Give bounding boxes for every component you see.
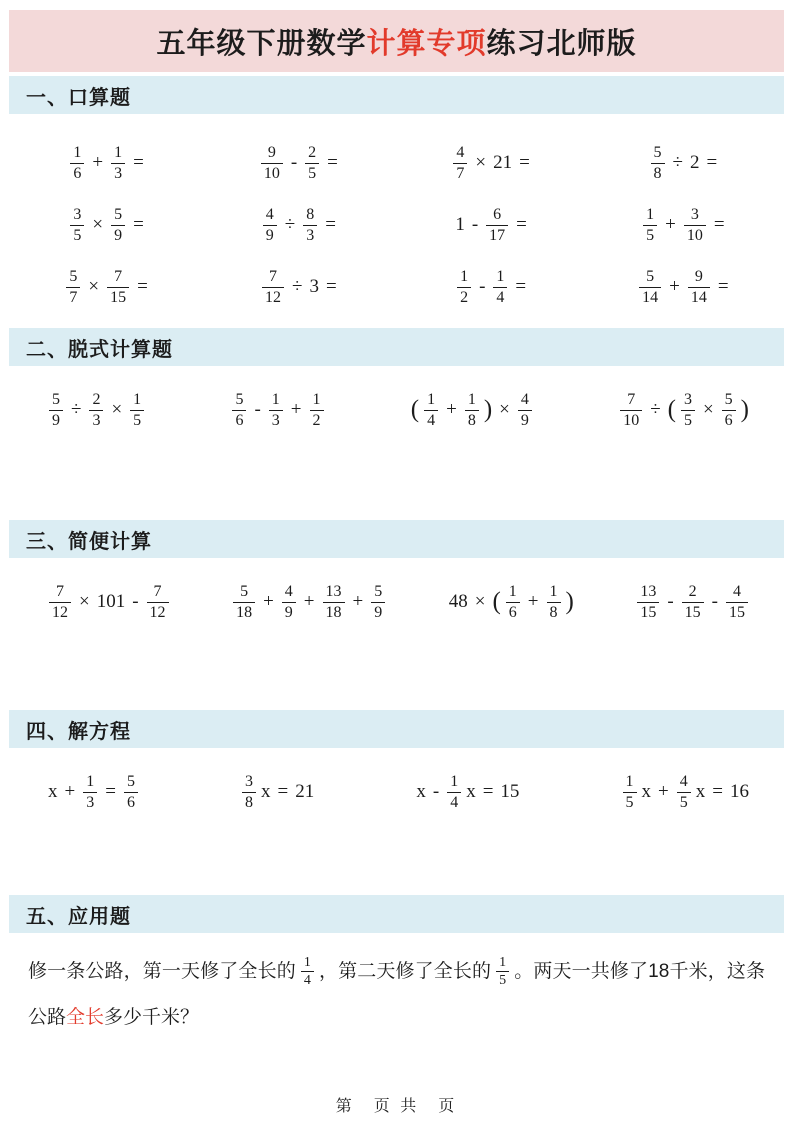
problem-row [0, 256, 793, 318]
operator: + [527, 591, 539, 612]
numerator: 2 [308, 144, 317, 162]
math-problem [239, 773, 316, 811]
denominator: 9 [371, 602, 385, 621]
operator: = [516, 214, 527, 235]
fraction [261, 144, 283, 182]
denominator: 10 [684, 225, 706, 244]
operator: × [475, 152, 487, 173]
denominator: 8 [547, 602, 561, 621]
denominator: 4 [493, 287, 507, 306]
problem-row [0, 574, 793, 630]
fraction [496, 955, 509, 988]
denominator: 14 [688, 287, 710, 306]
numerator: 1 [312, 391, 321, 409]
operator: + [665, 214, 676, 235]
variable: x [416, 781, 426, 802]
section-label: 一、口算题 [26, 86, 131, 109]
numerator: 5 [240, 583, 249, 601]
section-header-oral [9, 76, 784, 114]
fraction [124, 773, 138, 811]
section-header-stepwise [9, 328, 784, 366]
fraction [89, 391, 103, 429]
numerator: 1 [496, 268, 505, 286]
fraction [70, 144, 84, 182]
denominator: 15 [682, 602, 704, 621]
operator: = [137, 276, 148, 297]
section-word-problems [0, 895, 793, 1041]
fraction [493, 268, 507, 306]
operator: - [432, 781, 440, 802]
numerator: 1 [73, 144, 82, 162]
page-number-text: 第 页 共 页 [335, 1098, 458, 1115]
numerator: 5 [653, 144, 662, 162]
operator: - [132, 591, 139, 612]
operator: × [474, 591, 486, 612]
denominator: 14 [639, 287, 661, 306]
fraction [623, 773, 637, 811]
section-stepwise-calculation [0, 328, 793, 438]
denominator: 3 [83, 792, 97, 811]
operator: + [446, 399, 457, 420]
fraction [242, 773, 256, 811]
numerator: 4 [456, 144, 465, 162]
math-problem [46, 583, 172, 621]
page-title [156, 21, 636, 62]
numerator: 1 [460, 268, 469, 286]
operator: - [254, 399, 261, 420]
denominator: 7 [453, 163, 467, 182]
denominator: 5 [643, 225, 657, 244]
operator: - [711, 591, 718, 612]
numerator: 9 [694, 268, 703, 286]
denominator: 9 [111, 225, 125, 244]
parenthesis: ( [667, 395, 676, 423]
math-problem [12, 268, 204, 306]
worksheet-title-band [9, 10, 784, 72]
title-prefix: 五年级下册数学 [156, 27, 367, 60]
denominator: 5 [305, 163, 319, 182]
operator: = [133, 152, 144, 173]
numerator: 5 [374, 583, 383, 601]
numerator: 1 [646, 206, 655, 224]
numerator: 2 [688, 583, 697, 601]
denominator: 9 [282, 602, 296, 621]
denominator: 5 [70, 225, 84, 244]
denominator: 2 [457, 287, 471, 306]
numerator: 1 [450, 773, 459, 791]
problem-row [0, 382, 793, 438]
number: 48 [448, 591, 468, 612]
fraction [643, 206, 657, 244]
problem-area-oral [0, 132, 793, 318]
parenthesis: ( [492, 587, 501, 615]
fraction [447, 773, 461, 811]
math-problem [204, 144, 396, 182]
number: 21 [493, 152, 513, 173]
denominator: 5 [677, 792, 691, 811]
denominator: 10 [620, 410, 642, 429]
fraction [639, 268, 661, 306]
numerator: 4 [733, 583, 741, 601]
fraction [547, 583, 561, 621]
numerator: 7 [153, 583, 162, 601]
problem-row [0, 132, 793, 194]
math-problem [12, 144, 204, 182]
numerator: 7 [114, 268, 123, 286]
fraction [424, 391, 438, 429]
fraction [269, 391, 283, 429]
numerator: 5 [114, 206, 123, 224]
operator: + [290, 399, 302, 420]
denominator: 8 [242, 792, 256, 811]
section-label: 四、解方程 [26, 720, 131, 743]
story-text: 。两天一共修了18千米，这条公路 [28, 961, 765, 1028]
denominator: 5 [623, 792, 637, 811]
denominator: 15 [637, 602, 659, 621]
operator: = [717, 276, 729, 297]
section-header-equations [9, 710, 784, 748]
denominator: 6 [506, 602, 520, 621]
math-problem [229, 391, 326, 429]
number: 101 [96, 591, 126, 612]
parenthesis: ) [483, 395, 493, 423]
parenthesis: ) [740, 395, 749, 423]
section-label: 五、应用题 [26, 905, 131, 928]
fraction [620, 391, 642, 429]
numerator: 1 [499, 955, 507, 971]
numerator: 4 [284, 583, 293, 601]
problem-row [0, 194, 793, 256]
numerator: 1 [549, 583, 558, 601]
denominator: 3 [89, 410, 103, 429]
denominator: 5 [681, 410, 695, 429]
denominator: 7 [66, 287, 80, 306]
highlighted-text: 全长 [66, 1007, 105, 1028]
operator: - [479, 276, 486, 297]
operator: - [471, 214, 479, 235]
denominator: 6 [722, 410, 736, 429]
denominator: 6 [124, 792, 138, 811]
operator: = [277, 781, 289, 802]
fraction [130, 391, 144, 429]
denominator: 8 [465, 410, 479, 429]
math-problem [46, 391, 147, 429]
numerator: 5 [69, 268, 78, 286]
section-label: 三、简便计算 [26, 530, 152, 553]
number: 21 [295, 781, 315, 802]
math-problem [204, 268, 396, 306]
operator: = [712, 781, 723, 802]
numerator: 8 [306, 206, 315, 224]
math-problem [414, 773, 521, 811]
numerator: 3 [73, 206, 82, 224]
fraction [506, 583, 520, 621]
denominator: 15 [726, 602, 748, 621]
numerator: 13 [640, 583, 657, 601]
denominator: 9 [518, 410, 532, 429]
fraction [310, 391, 324, 429]
denominator: 15 [107, 287, 129, 306]
number: 2 [689, 152, 700, 173]
denominator: 8 [651, 163, 665, 182]
fraction [83, 773, 97, 811]
math-problem [397, 206, 589, 244]
operator: ÷ [292, 276, 303, 297]
page-footer [0, 1093, 793, 1116]
denominator: 9 [263, 225, 277, 244]
numerator: 1 [133, 391, 142, 409]
numerator: 3 [690, 206, 699, 224]
fraction [70, 206, 84, 244]
denominator: 10 [261, 163, 283, 182]
numerator: 13 [325, 583, 342, 601]
denominator: 4 [447, 792, 461, 811]
math-problem [409, 391, 535, 429]
operator: × [111, 399, 123, 420]
fraction [371, 583, 385, 621]
parenthesis: ( [410, 395, 420, 423]
fraction [49, 583, 71, 621]
operator: = [706, 152, 718, 173]
problem-row [0, 764, 793, 820]
operator: + [303, 591, 315, 612]
story-text: 修一条公路，第一天修了全长的 [28, 961, 296, 982]
fraction [301, 955, 314, 988]
section-label: 二、脱式计算题 [26, 338, 173, 361]
problem-area-simplify [0, 574, 793, 630]
numerator: 2 [92, 391, 101, 409]
operator: + [669, 276, 680, 297]
numerator: 1 [271, 391, 280, 409]
math-problem [204, 206, 396, 244]
section-header-word [9, 895, 784, 933]
math-problem [397, 144, 589, 182]
numerator: 4 [265, 206, 274, 224]
operator: ÷ [650, 399, 661, 420]
math-problem [589, 206, 781, 244]
numerator: 5 [52, 391, 60, 409]
operator: - [290, 152, 298, 173]
numerator: 1 [114, 144, 123, 162]
fraction [66, 268, 80, 306]
operator: = [105, 781, 116, 802]
operator: ÷ [284, 214, 296, 235]
numerator: 3 [683, 391, 692, 409]
operator: × [88, 276, 100, 297]
operator: = [515, 276, 527, 297]
numerator: 4 [679, 773, 688, 791]
fraction [518, 391, 532, 429]
operator: - [667, 591, 674, 612]
fraction [453, 144, 467, 182]
operator: × [499, 399, 510, 420]
numerator: 1 [303, 955, 311, 971]
denominator: 3 [269, 410, 283, 429]
operator: ÷ [672, 152, 683, 173]
story-text: ，第二天修了全长的 [318, 961, 492, 982]
number: 15 [500, 781, 520, 802]
numerator: 1 [86, 773, 95, 791]
fraction [111, 206, 125, 244]
operator: + [92, 152, 104, 173]
variable: x [466, 781, 476, 802]
operator: + [352, 591, 364, 612]
number: 1 [455, 214, 465, 235]
fraction [232, 391, 246, 429]
fraction [323, 583, 345, 621]
denominator: 6 [70, 163, 84, 182]
operator: = [325, 276, 337, 297]
denominator: 9 [49, 410, 63, 429]
fraction [465, 391, 479, 429]
section-simplified-calculation [0, 520, 793, 630]
parenthesis: ) [565, 587, 574, 615]
numerator: 1 [427, 391, 436, 409]
denominator: 3 [111, 163, 125, 182]
math-problem [447, 583, 576, 621]
math-problem [589, 268, 781, 306]
operator: + [658, 781, 669, 802]
variable: x [695, 781, 706, 802]
fraction [263, 206, 277, 244]
denominator: 12 [262, 287, 284, 306]
fraction [262, 268, 284, 306]
fraction [107, 268, 129, 306]
math-problem [46, 773, 141, 811]
variable: x [641, 781, 652, 802]
fraction [457, 268, 471, 306]
operator: = [133, 214, 144, 235]
numerator: 6 [493, 206, 502, 224]
fraction [147, 583, 169, 621]
problem-area-equations [0, 764, 793, 820]
fraction [677, 773, 691, 811]
fraction [49, 391, 63, 429]
denominator: 5 [496, 971, 509, 988]
operator: ÷ [71, 399, 82, 420]
math-problem [617, 391, 751, 429]
fraction [486, 206, 508, 244]
operator: = [327, 152, 338, 173]
operator: = [519, 152, 530, 173]
numerator: 3 [245, 773, 254, 791]
fraction [726, 583, 748, 621]
fraction [637, 583, 659, 621]
number: 16 [729, 781, 749, 802]
variable: x [261, 781, 271, 802]
variable: x [48, 781, 58, 802]
fraction [282, 583, 296, 621]
fraction [111, 144, 125, 182]
numerator: 1 [467, 391, 476, 409]
math-problem [620, 773, 751, 811]
denominator: 6 [232, 410, 246, 429]
math-problem [12, 206, 204, 244]
operator: + [263, 591, 274, 612]
denominator: 3 [303, 225, 317, 244]
section-oral-calculation [0, 76, 793, 318]
numerator: 4 [520, 391, 529, 409]
fraction [233, 583, 255, 621]
operator: × [702, 399, 714, 420]
operator: + [64, 781, 76, 802]
denominator: 4 [424, 410, 438, 429]
operator: × [92, 214, 104, 235]
denominator: 12 [49, 602, 71, 621]
fraction [722, 391, 736, 429]
story-text: 多少千米？ [104, 1007, 200, 1028]
numerator: 5 [126, 773, 135, 791]
math-problem [634, 583, 751, 621]
operator: = [325, 214, 336, 235]
denominator: 17 [486, 225, 508, 244]
section-solve-equations [0, 710, 793, 820]
fraction [681, 391, 695, 429]
operator: × [79, 591, 90, 612]
fraction [684, 206, 706, 244]
math-problem [230, 583, 388, 621]
operator: = [713, 214, 725, 235]
numerator: 5 [646, 268, 655, 286]
math-problem [397, 268, 589, 306]
denominator: 18 [323, 602, 345, 621]
denominator: 5 [130, 410, 144, 429]
fraction [688, 268, 710, 306]
numerator: 9 [267, 144, 276, 162]
fraction [305, 144, 319, 182]
numerator: 5 [724, 391, 733, 409]
fraction [651, 144, 665, 182]
numerator: 7 [627, 391, 636, 409]
numerator: 1 [508, 583, 517, 601]
number: 3 [309, 276, 319, 297]
denominator: 2 [310, 410, 324, 429]
numerator: 7 [56, 583, 64, 601]
word-problem-text [28, 949, 765, 1041]
title-highlight: 计算专项 [366, 27, 487, 60]
numerator: 5 [235, 391, 244, 409]
problem-area-stepwise [0, 382, 793, 438]
fraction [303, 206, 317, 244]
operator: = [482, 781, 494, 802]
denominator: 12 [147, 602, 169, 621]
fraction [682, 583, 704, 621]
numerator: 7 [269, 268, 278, 286]
title-suffix: 练习北师版 [486, 27, 637, 60]
numerator: 1 [625, 773, 634, 791]
denominator: 4 [301, 971, 314, 988]
math-problem [589, 144, 781, 182]
section-header-simplify [9, 520, 784, 558]
denominator: 18 [233, 602, 255, 621]
